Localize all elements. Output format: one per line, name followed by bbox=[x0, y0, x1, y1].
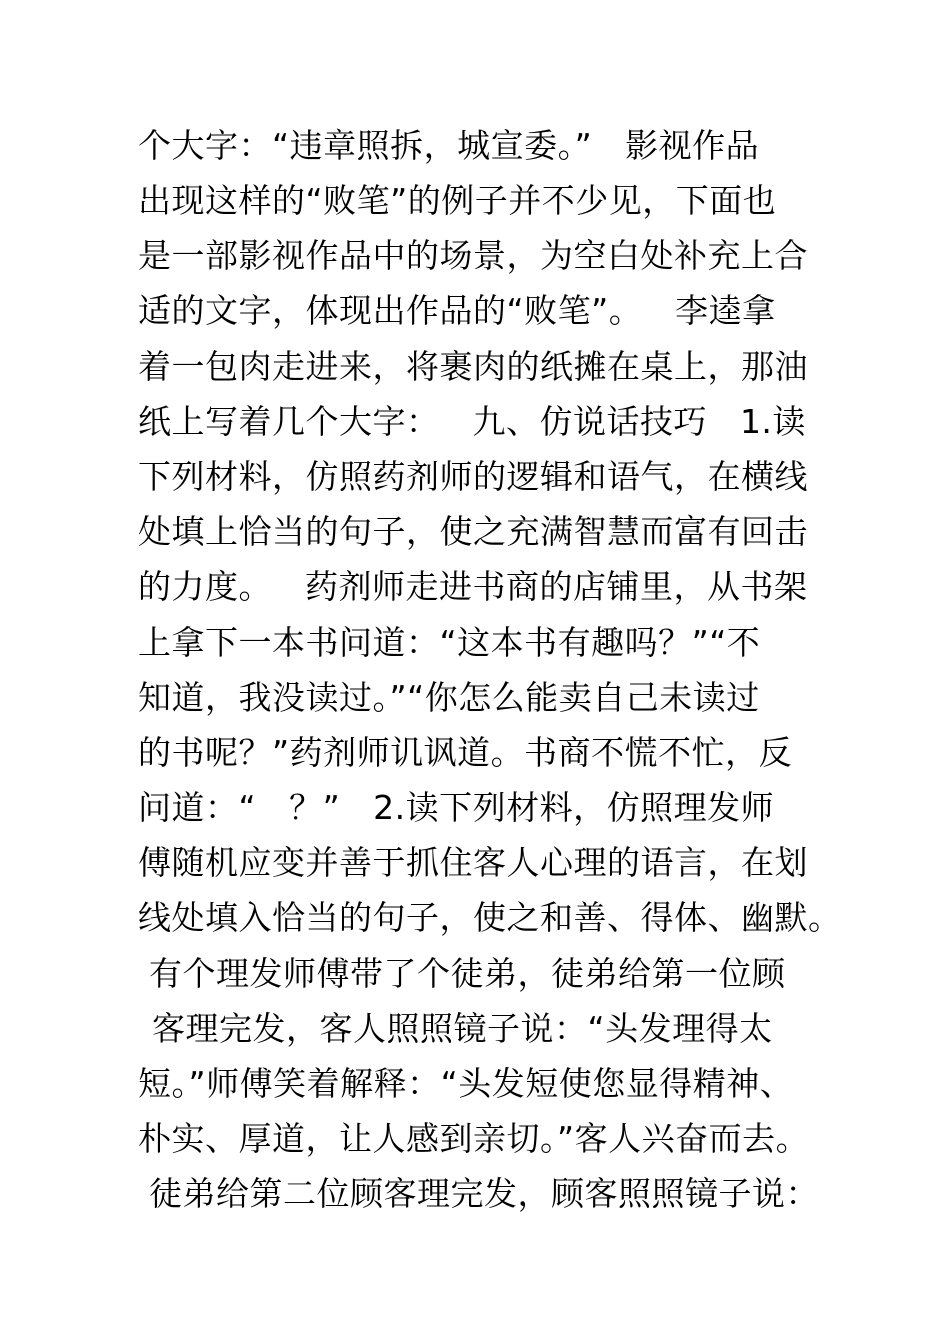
text-line: 适的文字，体现出作品的“败笔”。 李逵拿 bbox=[138, 291, 776, 330]
text-line: 出现这样的“败笔”的例子并不少见，下面也 bbox=[138, 181, 777, 220]
text-line: 的力度。 药剂师走进书商的店铺里，从书架 bbox=[138, 567, 808, 606]
text-line: 处填上恰当的句子，使之充满智慧而富有回击 bbox=[138, 512, 808, 551]
text-line: 朴实、厚道，让人感到亲切。”客人兴奋而去。 bbox=[138, 1119, 810, 1158]
text-line: 纸上写着几个大字： 九、仿说话技巧 1.读 bbox=[138, 402, 806, 441]
text-line: 上拿下一本书问道：“这本书有趣吗？”“不 bbox=[138, 623, 761, 662]
text-line: 是一部影视作品中的场景，为空白处补充上合 bbox=[138, 236, 808, 275]
text-line: 个大字：“违章照拆，城宣委。” 影视作品 bbox=[138, 126, 760, 165]
text-line: 有个理发师傅带了个徒弟，徒弟给第一位顾 bbox=[138, 954, 786, 993]
text-line: 下列材料，仿照药剂师的逻辑和语气，在横线 bbox=[138, 457, 808, 496]
text-line: 问道：“ ？” 2.读下列材料，仿照理发师 bbox=[138, 788, 775, 827]
text-line: 傅随机应变并善于抓住客人心理的语言，在划 bbox=[138, 843, 808, 882]
text-line: 着一包肉走进来，将裹肉的纸摊在桌上，那油 bbox=[138, 347, 808, 386]
text-line: 线处填入恰当的句子，使之和善、得体、幽默。 bbox=[138, 898, 842, 937]
text-line: 客理完发，客人照照镜子说：“头发理得太 bbox=[152, 1009, 773, 1048]
text-line: 知道，我没读过。”“你怎么能卖自己未读过 bbox=[138, 678, 760, 717]
text-line: 徒弟给第二位顾客理完发，顾客照照镜子说： bbox=[138, 1174, 819, 1213]
text-line: 的书呢？”药剂师讥讽道。书商不慌不忙，反 bbox=[138, 733, 793, 772]
text-line: 短。”师傅笑着解释：“头发短使您显得精神、 bbox=[138, 1064, 794, 1103]
